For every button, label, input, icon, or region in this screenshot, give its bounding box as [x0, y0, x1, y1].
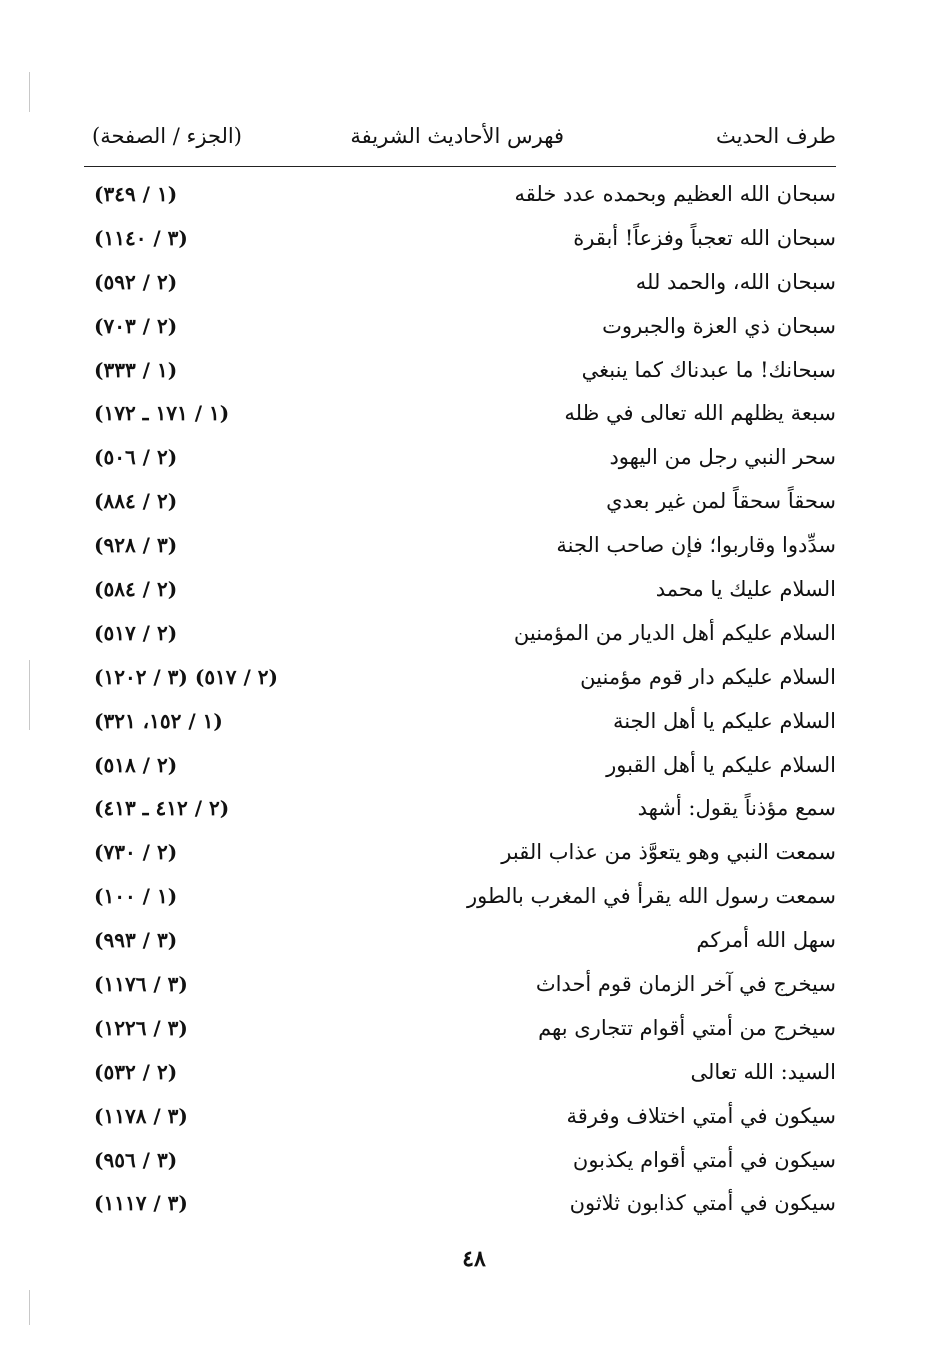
volume-page-ref: (١ / ١٧١ ـ ١٧٢) [94, 401, 230, 426]
margin-line [29, 1290, 30, 1325]
volume-page-ref: (١ / ١٥٢، ٣٢١) [94, 708, 223, 733]
volume-page-ref: (٢ / ٧٠٣) [94, 313, 178, 338]
index-entry [84, 657, 836, 701]
volume-page-ref: (٢ / ٥٣٢) [94, 1059, 178, 1084]
volume-page-ref: (٣ / ١١٤٠) [94, 225, 188, 250]
volume-page-ref: (٣ / ١٢٢٦) [94, 1015, 188, 1040]
volume-page-ref: (٣ / ١١٧٨) [94, 1103, 188, 1128]
hadith-text: سهل الله أمركم [696, 928, 836, 953]
hadith-text: السلام عليكم دار قوم مؤمنين [580, 664, 836, 689]
hadith-text: السلام عليكم أهل الديار من المؤمنين [513, 620, 836, 645]
index-entry [84, 525, 836, 569]
page-number: ٤٨ [462, 1246, 486, 1272]
index-entry [84, 745, 836, 789]
volume-page-ref: (٢ / ٥٨٤) [94, 577, 178, 602]
hadith-text: سيخرج في آخر الزمان قوم أحداث [535, 972, 836, 997]
header-index-title: فهرس الأحاديث الشريفة [350, 124, 564, 148]
hadith-text: سيكون في أمتي كذابون ثلاثون [569, 1191, 836, 1216]
hadith-text: سمعت النبي وهو يتعوَّذ من عذاب القبر [501, 840, 836, 865]
hadith-text: سبحان ذي العزة والجبروت [602, 313, 836, 338]
volume-page-ref: (٢ / ٤١٢ ـ ٤١٣) [94, 796, 230, 821]
hadith-text: سيكون في أمتي أقوام يكذبون [572, 1147, 836, 1172]
margin-line [29, 660, 30, 730]
header-column-reference: (الجزء / الصفحة) [92, 124, 242, 148]
volume-page-ref: (١ / ٣٤٩) [94, 182, 178, 206]
volume-page-ref: (٣ / ٩٩٣) [94, 928, 178, 953]
volume-page-ref: (٢ / ٨٨٤) [94, 489, 178, 514]
index-entry [84, 262, 836, 306]
volume-page-ref: (٣ / ١١٧٦) [94, 972, 188, 997]
volume-page-ref: (٢ / ٥١٧) (٣ / ١٢٠٢) [94, 664, 278, 689]
volume-page-ref: (٢ / ٧٣٠) [94, 840, 178, 865]
index-entry [84, 1008, 836, 1052]
hadith-text: سبحان الله العظيم وبحمده عدد خلقه [514, 182, 836, 206]
hadith-text: سيخرج من أمتي أقوام تتجارى بهم [538, 1015, 836, 1040]
hadith-text: سدِّدوا وقاربوا؛ فإن صاحب الجنة [556, 533, 836, 558]
volume-page-ref: (١ / ٣٣٣) [94, 357, 178, 382]
margin-line [29, 72, 30, 112]
index-entry [84, 1052, 836, 1096]
running-header [90, 120, 836, 160]
hadith-text: سمعت رسول الله يقرأ في المغرب بالطور [467, 884, 836, 909]
volume-page-ref: (١ / ١٠٠) [94, 884, 178, 909]
hadith-text: السيد: الله تعالى [690, 1059, 836, 1084]
index-entry [84, 1096, 836, 1140]
index-entry [84, 393, 836, 437]
hadith-text: سبحان الله تعجباً وفزعاً! أبقرة [573, 225, 836, 250]
volume-page-ref: (٢ / ٥٩٢) [94, 269, 178, 294]
header-column-hadith: طرف الحديث [715, 124, 836, 148]
hadith-text: سحر النبي رجل من اليهود [609, 445, 836, 470]
hadith-text: السلام عليكم يا أهل الجنة [612, 708, 836, 733]
volume-page-ref: (٣ / ١١١٧) [94, 1191, 188, 1216]
index-entry [84, 569, 836, 613]
index-entry [84, 964, 836, 1008]
volume-page-ref: (٢ / ٥٠٦) [94, 445, 178, 470]
index-entry [84, 876, 836, 920]
index-entry [84, 788, 836, 832]
hadith-text: سيكون في أمتي اختلاف وفرقة [566, 1103, 836, 1128]
index-entry [84, 481, 836, 525]
index-entry [84, 1183, 836, 1227]
index-entry [84, 174, 836, 218]
hadith-text: سحقاً سحقاً لمن غير بعدي [606, 489, 836, 514]
hadith-index-list [84, 174, 836, 1227]
volume-page-ref: (٢ / ٥١٨) [94, 752, 178, 777]
header-rule [84, 166, 836, 167]
index-entry [84, 350, 836, 394]
hadith-text: سمع مؤذناً يقول: أشهد [637, 796, 836, 821]
index-entry [84, 832, 836, 876]
volume-page-ref: (٢ / ٥١٧) [94, 620, 178, 645]
index-entry [84, 701, 836, 745]
index-entry [84, 920, 836, 964]
hadith-text: السلام عليك يا محمد [655, 577, 836, 602]
index-entry [84, 218, 836, 262]
hadith-text: سبعة يظلهم الله تعالى في ظله [564, 401, 836, 426]
hadith-text: سبحان الله، والحمد لله [635, 269, 836, 294]
hadith-text: السلام عليكم يا أهل القبور [606, 752, 836, 777]
hadith-text: سبحانك! ما عبدناك كما ينبغي [581, 357, 836, 382]
volume-page-ref: (٣ / ٩٢٨) [94, 533, 178, 558]
index-entry [84, 437, 836, 481]
index-entry [84, 1140, 836, 1184]
index-entry [84, 613, 836, 657]
index-entry [84, 306, 836, 350]
volume-page-ref: (٣ / ٩٥٦) [94, 1147, 178, 1172]
